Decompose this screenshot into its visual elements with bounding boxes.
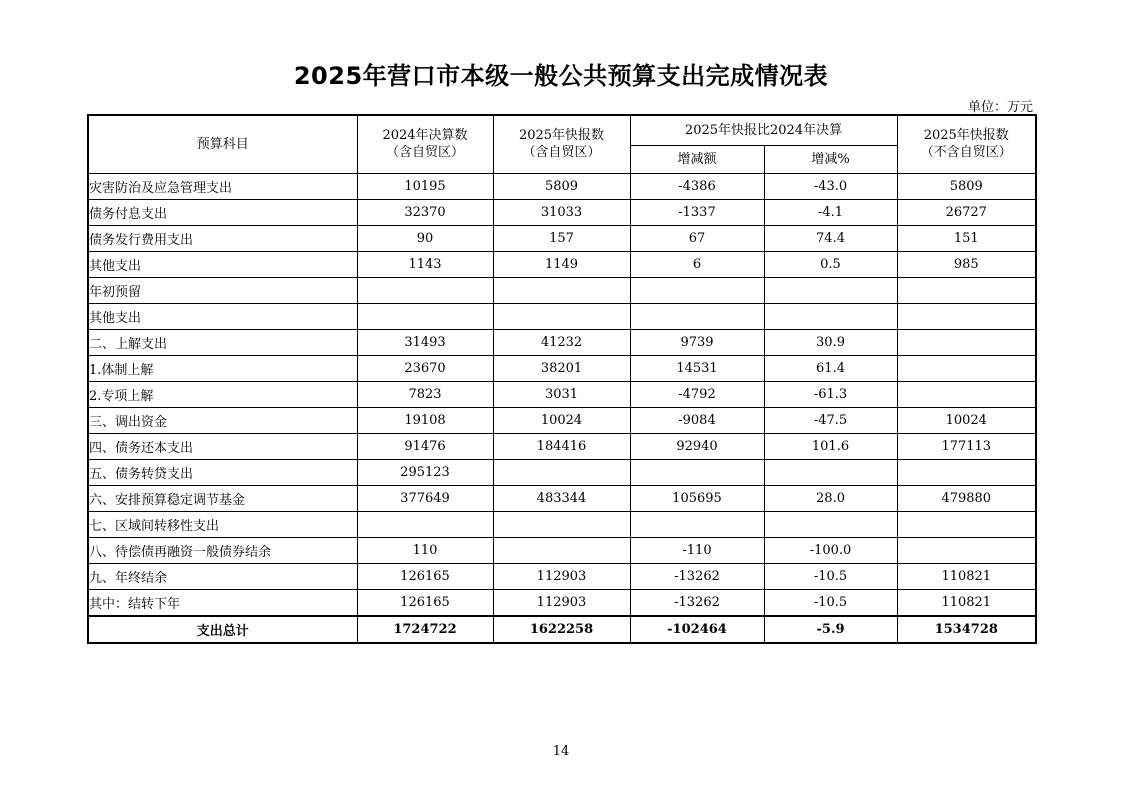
row-change-amount: -4386 xyxy=(630,173,764,199)
expenditure-table xyxy=(87,114,1037,644)
table-row xyxy=(88,329,1036,355)
row-change-amount: 9739 xyxy=(630,329,764,355)
table-row xyxy=(88,303,1036,329)
row-2025-flash: 184416 xyxy=(493,433,630,459)
row-2024-final: 32370 xyxy=(357,199,493,225)
row-change-pct: 0.5 xyxy=(764,251,897,277)
row-change-pct xyxy=(764,303,897,329)
row-2025-flash: 483344 xyxy=(493,485,630,511)
row-2024-final: 126165 xyxy=(357,563,493,589)
row-2025-flash xyxy=(493,537,630,563)
table-row xyxy=(88,485,1036,511)
row-2024-final: 377649 xyxy=(357,485,493,511)
unit-label: 单位：万元 xyxy=(967,100,1033,115)
table-row xyxy=(88,459,1036,485)
row-change-pct xyxy=(764,511,897,537)
table-row xyxy=(88,225,1036,251)
row-2024-final: 90 xyxy=(357,225,493,251)
total-2025: 1622258 xyxy=(493,616,630,643)
row-change-amount xyxy=(630,459,764,485)
row-subject: 九、年终结余 xyxy=(88,563,357,589)
total-2024: 1724722 xyxy=(357,616,493,643)
row-2025-excl: 26727 xyxy=(897,199,1036,225)
row-change-amount: 67 xyxy=(630,225,764,251)
table-row xyxy=(88,537,1036,563)
row-subject: 2.专项上解 xyxy=(88,381,357,407)
row-subject: 六、安排预算稳定调节基金 xyxy=(88,485,357,511)
page-number: 14 xyxy=(552,744,570,759)
row-2025-excl: 151 xyxy=(897,225,1036,251)
row-2024-final: 10195 xyxy=(357,173,493,199)
row-2025-flash xyxy=(493,459,630,485)
table-row xyxy=(88,355,1036,381)
row-2025-flash: 3031 xyxy=(493,381,630,407)
row-change-pct: -47.5 xyxy=(764,407,897,433)
row-change-amount: 92940 xyxy=(630,433,764,459)
row-2025-excl: 10024 xyxy=(897,407,1036,433)
table-row xyxy=(88,589,1036,616)
row-change-pct: -43.0 xyxy=(764,173,897,199)
row-2025-flash: 112903 xyxy=(493,563,630,589)
row-subject: 1.体制上解 xyxy=(88,355,357,381)
row-2025-excl xyxy=(897,277,1036,303)
row-2025-excl: 110821 xyxy=(897,563,1036,589)
row-2025-flash xyxy=(493,511,630,537)
header-2024-final xyxy=(357,115,493,173)
row-2025-flash xyxy=(493,277,630,303)
row-subject: 债务发行费用支出 xyxy=(88,225,357,251)
table-row xyxy=(88,251,1036,277)
row-2025-excl: 110821 xyxy=(897,589,1036,616)
total-row xyxy=(88,616,1036,643)
header-excl-line2: （不含自贸区） xyxy=(920,145,1012,161)
row-change-amount xyxy=(630,511,764,537)
table-row xyxy=(88,511,1036,537)
row-change-pct: 30.9 xyxy=(764,329,897,355)
row-2025-flash: 112903 xyxy=(493,589,630,616)
row-2024-final xyxy=(357,511,493,537)
header-2024-line2: （含自贸区） xyxy=(385,145,464,161)
row-2024-final: 91476 xyxy=(357,433,493,459)
row-2024-final: 31493 xyxy=(357,329,493,355)
row-subject: 七、区域间转移性支出 xyxy=(88,511,357,537)
row-2024-final: 23670 xyxy=(357,355,493,381)
table-row xyxy=(88,381,1036,407)
row-change-amount: -13262 xyxy=(630,589,764,616)
row-2024-final: 19108 xyxy=(357,407,493,433)
row-2025-excl xyxy=(897,537,1036,563)
row-subject: 八、待偿债再融资一般债券结余 xyxy=(88,537,357,563)
row-subject: 三、调出资金 xyxy=(88,407,357,433)
row-subject: 年初预留 xyxy=(88,277,357,303)
table-row xyxy=(88,277,1036,303)
row-2025-excl: 479880 xyxy=(897,485,1036,511)
row-2025-excl xyxy=(897,459,1036,485)
row-2025-flash: 31033 xyxy=(493,199,630,225)
total-diff: -102464 xyxy=(630,616,764,643)
row-change-amount: -110 xyxy=(630,537,764,563)
row-change-amount: 6 xyxy=(630,251,764,277)
page-title: 2025年营口市本级一般公共预算支出完成情况表 xyxy=(293,62,829,90)
row-2024-final: 1143 xyxy=(357,251,493,277)
header-change-pct: 增减% xyxy=(764,145,897,173)
row-change-pct: 61.4 xyxy=(764,355,897,381)
row-2024-final: 295123 xyxy=(357,459,493,485)
row-change-pct xyxy=(764,277,897,303)
header-compare-group: 2025年快报比2024年决算 xyxy=(630,115,897,145)
header-excl-line1: 2025年快报数 xyxy=(923,128,1009,144)
total-2025-excl: 1534728 xyxy=(897,616,1036,643)
header-2025-flash xyxy=(493,115,630,173)
row-2025-excl: 177113 xyxy=(897,433,1036,459)
row-change-pct: -10.5 xyxy=(764,589,897,616)
table-row xyxy=(88,407,1036,433)
row-2025-flash: 157 xyxy=(493,225,630,251)
row-change-pct: -61.3 xyxy=(764,381,897,407)
row-2025-excl: 985 xyxy=(897,251,1036,277)
header-2025-excl xyxy=(897,115,1036,173)
header-2025-line2: （含自贸区） xyxy=(522,145,601,161)
row-2025-excl xyxy=(897,329,1036,355)
row-change-amount: -1337 xyxy=(630,199,764,225)
table-row xyxy=(88,563,1036,589)
total-label: 支出总计 xyxy=(88,616,357,643)
row-change-amount: 105695 xyxy=(630,485,764,511)
row-2025-flash: 41232 xyxy=(493,329,630,355)
table-row xyxy=(88,199,1036,225)
row-subject: 二、上解支出 xyxy=(88,329,357,355)
row-2025-excl: 5809 xyxy=(897,173,1036,199)
row-subject: 五、债务转贷支出 xyxy=(88,459,357,485)
row-change-amount: 14531 xyxy=(630,355,764,381)
row-2025-flash xyxy=(493,303,630,329)
row-2025-flash: 5809 xyxy=(493,173,630,199)
row-change-amount: -13262 xyxy=(630,563,764,589)
row-2024-final: 110 xyxy=(357,537,493,563)
row-change-pct: -10.5 xyxy=(764,563,897,589)
table-body xyxy=(88,173,1036,616)
header-change-amount: 增减额 xyxy=(630,145,764,173)
row-2024-final xyxy=(357,303,493,329)
table-row xyxy=(88,173,1036,199)
row-subject: 四、债务还本支出 xyxy=(88,433,357,459)
row-subject: 其中：结转下年 xyxy=(88,589,357,616)
row-change-pct xyxy=(764,459,897,485)
row-change-pct: 28.0 xyxy=(764,485,897,511)
row-2025-flash: 38201 xyxy=(493,355,630,381)
row-change-amount: -4792 xyxy=(630,381,764,407)
row-change-pct: 101.6 xyxy=(764,433,897,459)
row-2025-flash: 1149 xyxy=(493,251,630,277)
header-2025-line1: 2025年快报数 xyxy=(518,128,605,144)
row-change-amount xyxy=(630,303,764,329)
row-2025-excl xyxy=(897,511,1036,537)
row-change-pct: -4.1 xyxy=(764,199,897,225)
row-2025-excl xyxy=(897,381,1036,407)
row-change-amount xyxy=(630,277,764,303)
row-subject: 灾害防治及应急管理支出 xyxy=(88,173,357,199)
header-2024-line1: 2024年决算数 xyxy=(382,128,468,144)
row-2024-final xyxy=(357,277,493,303)
table-row xyxy=(88,433,1036,459)
row-2024-final: 7823 xyxy=(357,381,493,407)
row-2025-flash: 10024 xyxy=(493,407,630,433)
row-change-amount: -9084 xyxy=(630,407,764,433)
row-2025-excl xyxy=(897,355,1036,381)
row-subject: 债务付息支出 xyxy=(88,199,357,225)
row-change-pct: 74.4 xyxy=(764,225,897,251)
total-pct: -5.9 xyxy=(764,616,897,643)
row-subject: 其他支出 xyxy=(88,303,357,329)
row-subject: 其他支出 xyxy=(88,251,357,277)
row-2024-final: 126165 xyxy=(357,589,493,616)
header-subject: 预算科目 xyxy=(88,115,357,173)
row-change-pct: -100.0 xyxy=(764,537,897,563)
row-2025-excl xyxy=(897,303,1036,329)
